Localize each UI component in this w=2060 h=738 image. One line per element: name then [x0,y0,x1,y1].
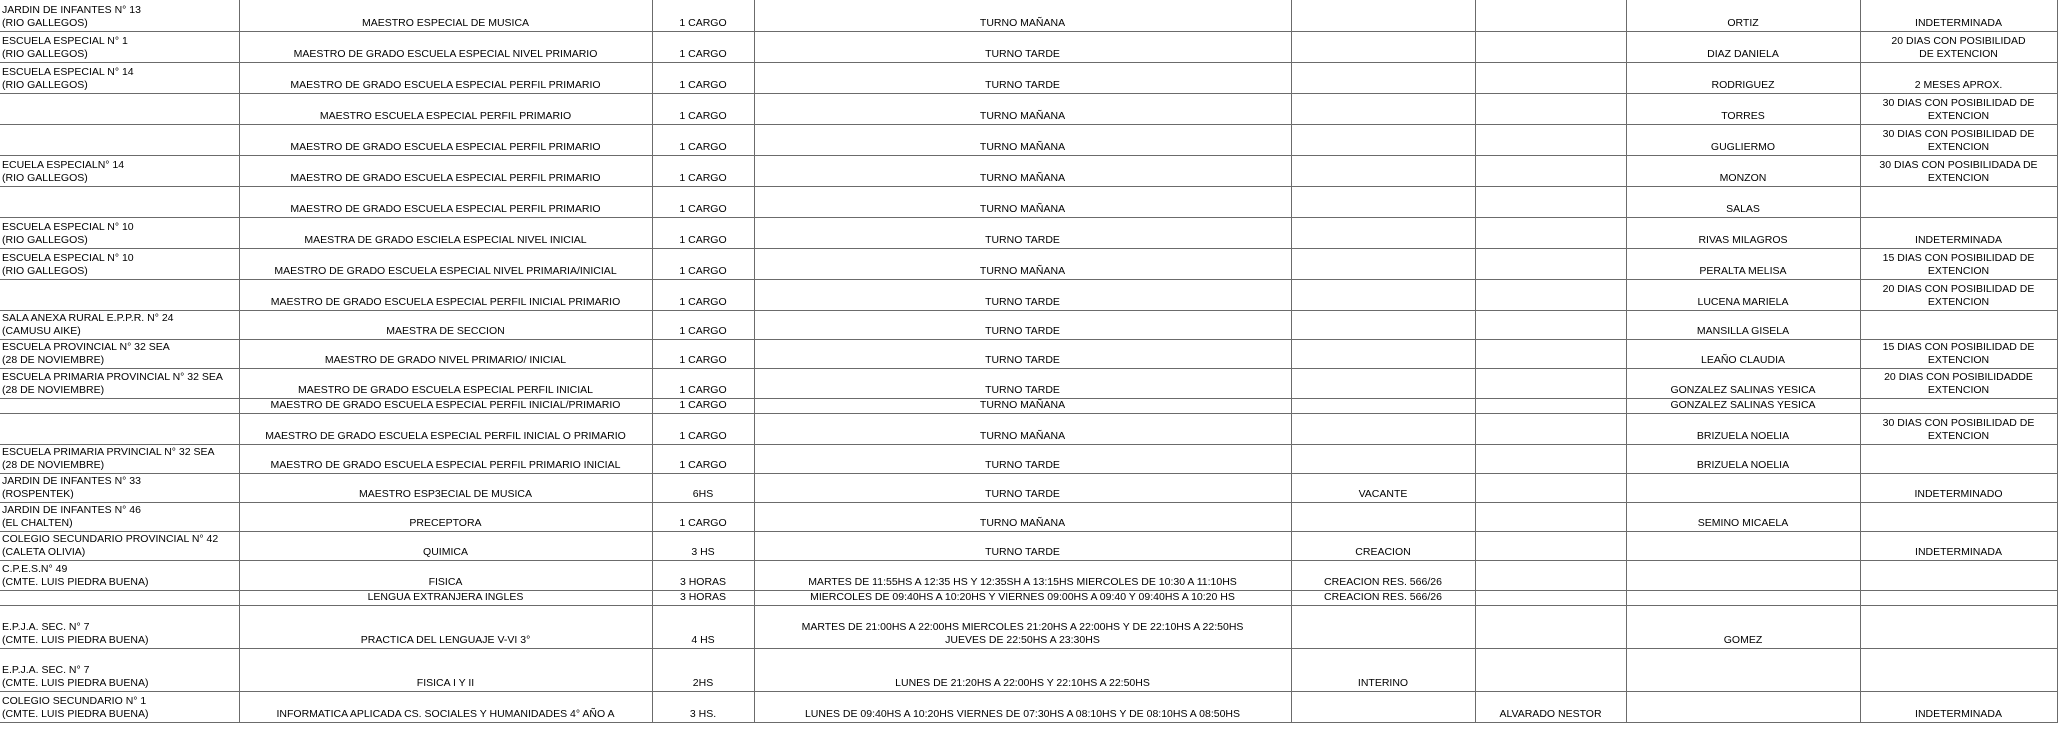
table-row [0,560,2057,590]
cell-position: FISICA [239,560,652,590]
cell-quantity: 1 CARGO [652,502,754,531]
cell-institution: E.P.J.A. SEC. N° 7 (CMTE. LUIS PIEDRA BUENA) [0,648,239,691]
cell-reason [1291,502,1475,531]
cell-shift-schedule: LUNES DE 21:20HS A 22:00HS Y 22:10HS A 22:50HS [754,648,1291,691]
cell-holder [1626,648,1860,691]
cell-duration [1860,398,2057,413]
cell-reason: CREACION RES. 566/26 [1291,590,1475,605]
cell-institution: JARDIN DE INFANTES N° 46 (EL CHALTEN) [0,502,239,531]
cell-quantity: 3 HS [652,531,754,560]
cell-holder [1626,560,1860,590]
cell-position: MAESTRO DE GRADO ESCUELA ESPECIAL NIVEL PRIMARIO [239,31,652,62]
table-row [0,413,2057,444]
cell-holder: MONZON [1626,155,1860,186]
cell-institution [0,279,239,310]
cell-quantity: 1 CARGO [652,62,754,93]
cell-quantity: 3 HORAS [652,590,754,605]
cell-position: MAESTRO DE GRADO ESCUELA ESPECIAL PERFIL PRIMARIO [239,62,652,93]
cell-position: MAESTRO ESPECIAL DE MUSICA [239,0,652,31]
cell-duration: 15 DIAS CON POSIBILIDAD DE EXTENCION [1860,248,2057,279]
cell-reason [1291,248,1475,279]
table-row [0,186,2057,217]
cell-shift-schedule: TURNO TARDE [754,444,1291,473]
cell-holder [1626,531,1860,560]
cell-replacement [1475,310,1626,339]
cell-reason: INTERINO [1291,648,1475,691]
cell-institution: SALA ANEXA RURAL E.P.P.R. N° 24 (CAMUSU AIKE) [0,310,239,339]
table-row [0,62,2057,93]
cell-replacement [1475,648,1626,691]
cell-replacement [1475,31,1626,62]
cell-quantity: 1 CARGO [652,248,754,279]
cell-replacement [1475,413,1626,444]
cell-duration [1860,310,2057,339]
cell-replacement [1475,217,1626,248]
cell-institution: ESCUELA ESPECIAL N° 10 (RIO GALLEGOS) [0,248,239,279]
cell-duration [1860,590,2057,605]
cell-duration: 30 DIAS CON POSIBILIDADA DE EXTENCION [1860,155,2057,186]
cell-position: MAESTRO DE GRADO ESCUELA ESPECIAL PERFIL INICIAL/PRIMARIO [239,398,652,413]
cell-quantity: 1 CARGO [652,398,754,413]
cell-institution: ESCUELA ESPECIAL N° 1 (RIO GALLEGOS) [0,31,239,62]
cell-replacement [1475,248,1626,279]
table-row [0,502,2057,531]
cell-reason: CREACION RES. 566/26 [1291,560,1475,590]
cell-duration: INDETERMINADA [1860,531,2057,560]
cell-institution [0,413,239,444]
cell-shift-schedule: TURNO TARDE [754,310,1291,339]
table-row [0,248,2057,279]
cell-duration: INDETERMINADA [1860,0,2057,31]
cell-quantity: 1 CARGO [652,124,754,155]
cell-quantity: 4 HS [652,605,754,648]
cell-position: MAESTRO DE GRADO ESCUELA ESPECIAL NIVEL PRIMARIA/INICIAL [239,248,652,279]
cell-quantity: 1 CARGO [652,186,754,217]
cell-institution [0,186,239,217]
cell-position: MAESTRO DE GRADO ESCUELA ESPECIAL PERFIL PRIMARIO INICIAL [239,444,652,473]
cell-reason [1291,413,1475,444]
cell-reason: CREACION [1291,531,1475,560]
cell-institution: E.P.J.A. SEC. N° 7 (CMTE. LUIS PIEDRA BUENA) [0,605,239,648]
cell-position: MAESTRO DE GRADO ESCUELA ESPECIAL PERFIL INICIAL PRIMARIO [239,279,652,310]
cell-duration [1860,648,2057,691]
cell-institution [0,124,239,155]
cell-replacement [1475,62,1626,93]
cell-position: FISICA I Y II [239,648,652,691]
cell-duration: 20 DIAS CON POSIBILIDAD DE EXTENCION [1860,279,2057,310]
cell-reason [1291,368,1475,398]
cell-reason [1291,605,1475,648]
table-row [0,339,2057,368]
cell-position: MAESTRA DE GRADO ESCIELA ESPECIAL NIVEL INICIAL [239,217,652,248]
cell-shift-schedule: MARTES DE 21:00HS A 22:00HS MIERCOLES 21:20HS A 22:00HS Y DE 22:10HS A 22:50HS JUEVES DE 22:50HS A 23:30HS [754,605,1291,648]
cell-quantity: 1 CARGO [652,368,754,398]
cell-replacement [1475,531,1626,560]
cell-quantity: 3 HS. [652,691,754,722]
cell-duration: 30 DIAS CON POSIBILIDAD DE EXTENCION [1860,93,2057,124]
cell-quantity: 1 CARGO [652,155,754,186]
cell-institution: ECUELA ESPECIALN° 14 (RIO GALLEGOS) [0,155,239,186]
cell-shift-schedule: LUNES DE 09:40HS A 10:20HS VIERNES DE 07:30HS A 08:10HS Y DE 08:10HS A 08:50HS [754,691,1291,722]
cell-institution: JARDIN DE INFANTES N° 13 (RIO GALLEGOS) [0,0,239,31]
cell-shift-schedule: TURNO MAÑANA [754,413,1291,444]
cell-duration [1860,502,2057,531]
table-row [0,124,2057,155]
cell-quantity: 1 CARGO [652,31,754,62]
cell-quantity: 6HS [652,473,754,502]
cell-shift-schedule: TURNO MAÑANA [754,93,1291,124]
cell-holder: RIVAS MILAGROS [1626,217,1860,248]
cell-reason: VACANTE [1291,473,1475,502]
table-row [0,155,2057,186]
cell-holder: BRIZUELA NOELIA [1626,413,1860,444]
cell-reason [1291,93,1475,124]
cell-replacement [1475,398,1626,413]
cell-replacement [1475,93,1626,124]
cell-position: PRECEPTORA [239,502,652,531]
table-row [0,473,2057,502]
table-row [0,93,2057,124]
cell-quantity: 1 CARGO [652,279,754,310]
cell-institution: C.P.E.S.N° 49 (CMTE. LUIS PIEDRA BUENA) [0,560,239,590]
cell-reason [1291,398,1475,413]
table-row [0,691,2057,722]
cell-duration [1860,605,2057,648]
cell-holder: GONZALEZ SALINAS YESICA [1626,368,1860,398]
table-row [0,648,2057,691]
table-row [0,310,2057,339]
table-row [0,279,2057,310]
cell-holder: SALAS [1626,186,1860,217]
cell-reason [1291,62,1475,93]
cell-reason [1291,279,1475,310]
cell-holder: SEMINO MICAELA [1626,502,1860,531]
cell-replacement [1475,339,1626,368]
cell-duration: INDETERMINADA [1860,217,2057,248]
cell-position: MAESTRO ESP3ECIAL DE MUSICA [239,473,652,502]
cell-holder: ORTIZ [1626,0,1860,31]
cell-quantity: 1 CARGO [652,93,754,124]
cell-shift-schedule: TURNO TARDE [754,368,1291,398]
cell-duration: INDETERMINADO [1860,473,2057,502]
cell-duration: 20 DIAS CON POSIBILIDAD DE EXTENCION [1860,31,2057,62]
cell-quantity: 1 CARGO [652,339,754,368]
cell-reason [1291,691,1475,722]
cell-shift-schedule: TURNO MAÑANA [754,124,1291,155]
cell-shift-schedule: TURNO TARDE [754,339,1291,368]
cell-quantity: 1 CARGO [652,310,754,339]
cell-position: INFORMATICA APLICADA CS. SOCIALES Y HUMANIDADES 4° AÑO A [239,691,652,722]
cell-reason [1291,444,1475,473]
cell-shift-schedule: TURNO MAÑANA [754,186,1291,217]
cell-duration: 30 DIAS CON POSIBILIDAD DE EXTENCION [1860,413,2057,444]
cell-position: PRACTICA DEL LENGUAJE V-VI 3° [239,605,652,648]
cell-position: MAESTRO DE GRADO ESCUELA ESPECIAL PERFIL INICIAL [239,368,652,398]
cell-reason [1291,186,1475,217]
table-row [0,605,2057,648]
cell-holder: TORRES [1626,93,1860,124]
cell-quantity: 2HS [652,648,754,691]
cell-replacement [1475,590,1626,605]
cell-quantity: 1 CARGO [652,217,754,248]
cell-shift-schedule: TURNO MAÑANA [754,248,1291,279]
table-row [0,444,2057,473]
cell-shift-schedule: TURNO TARDE [754,31,1291,62]
cell-holder: GONZALEZ SALINAS YESICA [1626,398,1860,413]
cell-position: MAESTRO DE GRADO NIVEL PRIMARIO/ INICIAL [239,339,652,368]
cell-replacement [1475,155,1626,186]
cell-institution: COLEGIO SECUNDARIO N° 1 (CMTE. LUIS PIEDRA BUENA) [0,691,239,722]
cell-replacement [1475,186,1626,217]
cell-institution: ESCUELA ESPECIAL N° 14 (RIO GALLEGOS) [0,62,239,93]
cell-replacement [1475,502,1626,531]
cell-institution [0,398,239,413]
cell-shift-schedule: MARTES DE 11:55HS A 12:35 HS Y 12:35SH A 13:15HS MIERCOLES DE 10:30 A 11:10HS [754,560,1291,590]
cell-shift-schedule: MIERCOLES DE 09:40HS A 10:20HS Y VIERNES 09:00HS A 09:40 Y 09:40HS A 10:20 HS [754,590,1291,605]
cell-quantity: 1 CARGO [652,444,754,473]
cell-duration [1860,186,2057,217]
cell-duration: 15 DIAS CON POSIBILIDAD DE EXTENCION [1860,339,2057,368]
cell-position: MAESTRO DE GRADO ESCUELA ESPECIAL PERFIL INICIAL O PRIMARIO [239,413,652,444]
table-row [0,590,2057,605]
cell-replacement [1475,279,1626,310]
cell-institution: JARDIN DE INFANTES N° 33 (ROSPENTEK) [0,473,239,502]
cell-quantity: 1 CARGO [652,0,754,31]
cell-holder: BRIZUELA NOELIA [1626,444,1860,473]
cell-duration: 20 DIAS CON POSIBILIDADDE EXTENCION [1860,368,2057,398]
cell-holder: GUGLIERMO [1626,124,1860,155]
cell-replacement: ALVARADO NESTOR [1475,691,1626,722]
cell-reason [1291,155,1475,186]
cell-shift-schedule: TURNO MAÑANA [754,502,1291,531]
cell-replacement [1475,368,1626,398]
cell-duration: 2 MESES APROX. [1860,62,2057,93]
cell-position: QUIMICA [239,531,652,560]
cell-reason [1291,124,1475,155]
cell-replacement [1475,444,1626,473]
cell-holder [1626,473,1860,502]
cell-holder: PERALTA MELISA [1626,248,1860,279]
cell-shift-schedule: TURNO TARDE [754,279,1291,310]
cell-position: LENGUA EXTRANJERA INGLES [239,590,652,605]
cell-holder [1626,590,1860,605]
cell-position: MAESTRA DE SECCION [239,310,652,339]
cell-shift-schedule: TURNO MAÑANA [754,0,1291,31]
cell-holder: GOMEZ [1626,605,1860,648]
cell-holder: DIAZ DANIELA [1626,31,1860,62]
cell-duration [1860,560,2057,590]
cell-institution: COLEGIO SECUNDARIO PROVINCIAL N° 42 (CALETA OLIVIA) [0,531,239,560]
cell-duration [1860,444,2057,473]
table-row [0,531,2057,560]
cell-holder: LEAÑO CLAUDIA [1626,339,1860,368]
cell-quantity: 1 CARGO [652,413,754,444]
cell-institution: ESCUELA PRIMARIA PROVINCIAL N° 32 SEA (28 DE NOVIEMBRE) [0,368,239,398]
cell-reason [1291,310,1475,339]
cell-duration: INDETERMINADA [1860,691,2057,722]
cell-replacement [1475,0,1626,31]
table-row [0,398,2057,413]
table-row [0,0,2057,31]
cell-shift-schedule: TURNO MAÑANA [754,155,1291,186]
cell-institution [0,93,239,124]
cell-replacement [1475,605,1626,648]
table-row [0,31,2057,62]
cell-duration: 30 DIAS CON POSIBILIDAD DE EXTENCION [1860,124,2057,155]
cell-shift-schedule: TURNO TARDE [754,473,1291,502]
cell-position: MAESTRO ESCUELA ESPECIAL PERFIL PRIMARIO [239,93,652,124]
cell-quantity: 3 HORAS [652,560,754,590]
table-row [0,368,2057,398]
cell-holder: MANSILLA GISELA [1626,310,1860,339]
table-row [0,217,2057,248]
cell-shift-schedule: TURNO TARDE [754,62,1291,93]
cell-reason [1291,217,1475,248]
cell-shift-schedule: TURNO MAÑANA [754,398,1291,413]
cell-holder: LUCENA MARIELA [1626,279,1860,310]
cell-institution: ESCUELA PROVINCIAL N° 32 SEA (28 DE NOVIEMBRE) [0,339,239,368]
cell-holder [1626,691,1860,722]
cell-institution [0,590,239,605]
cell-replacement [1475,473,1626,502]
cell-reason [1291,339,1475,368]
cell-shift-schedule: TURNO TARDE [754,217,1291,248]
cell-institution: ESCUELA ESPECIAL N° 10 (RIO GALLEGOS) [0,217,239,248]
cell-position: MAESTRO DE GRADO ESCUELA ESPECIAL PERFIL PRIMARIO [239,186,652,217]
cell-institution: ESCUELA PRIMARIA PRVINCIAL N° 32 SEA (28 DE NOVIEMBRE) [0,444,239,473]
cell-position: MAESTRO DE GRADO ESCUELA ESPECIAL PERFIL PRIMARIO [239,155,652,186]
cell-replacement [1475,124,1626,155]
cell-shift-schedule: TURNO TARDE [754,531,1291,560]
cell-replacement [1475,560,1626,590]
cell-holder: RODRIGUEZ [1626,62,1860,93]
cell-position: MAESTRO DE GRADO ESCUELA ESPECIAL PERFIL PRIMARIO [239,124,652,155]
cell-reason [1291,31,1475,62]
cell-reason [1291,0,1475,31]
